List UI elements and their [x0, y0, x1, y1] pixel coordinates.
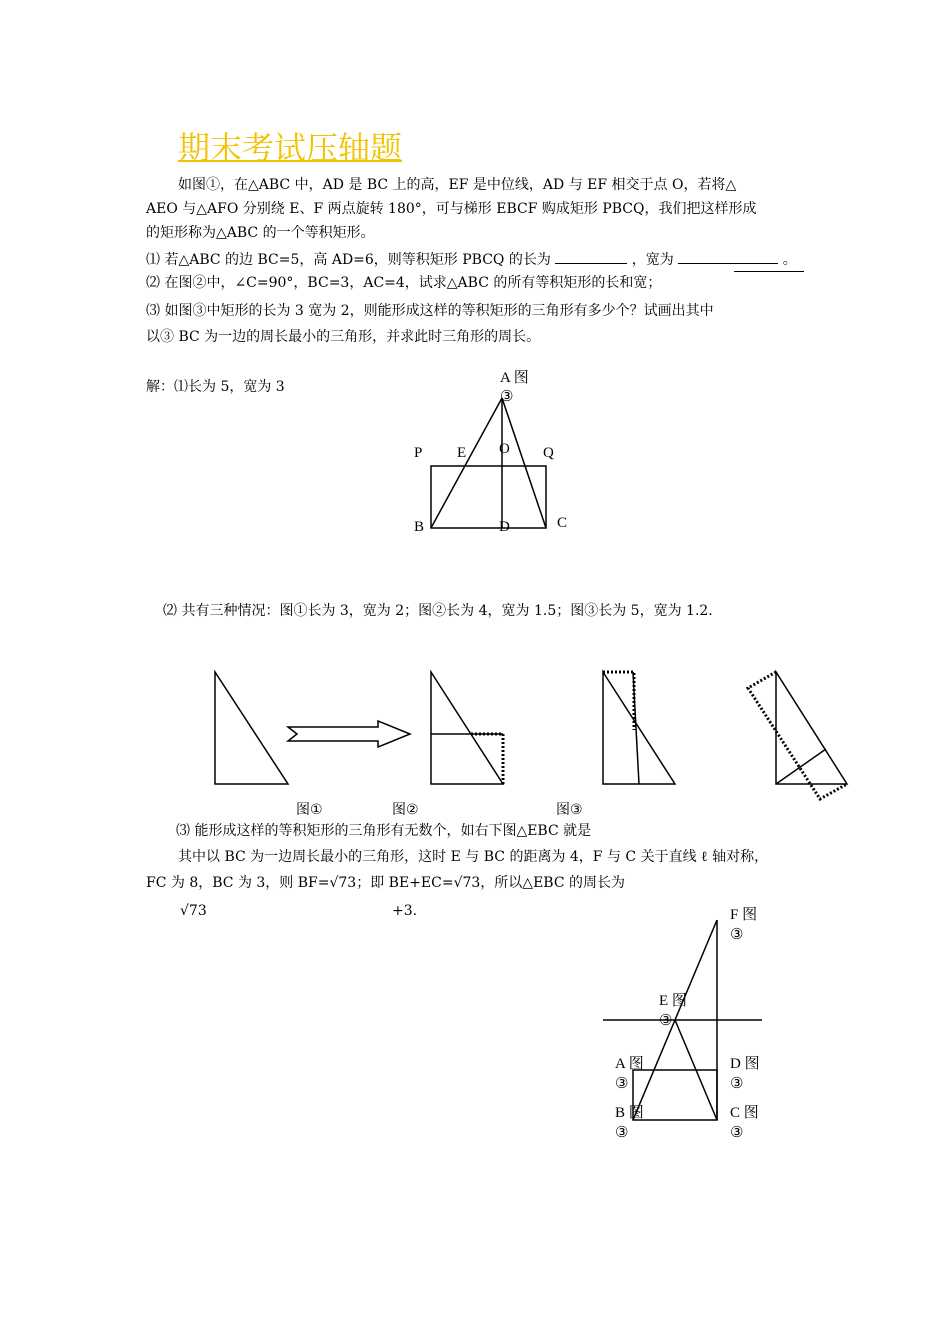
answer-3-sqrt: √73 — [180, 903, 207, 919]
question-1-prefix: ⑴ 若△ABC 的边 BC=5，高 AD=6，则等积矩形 PBCQ 的长为 — [146, 252, 551, 268]
caption-fig-3: 图③ — [556, 802, 583, 818]
label-b3: B 图 — [615, 1105, 644, 1121]
label-f: F 图 — [730, 907, 758, 923]
label-c: C — [557, 515, 568, 531]
label-e: E — [457, 445, 467, 461]
question-2: ⑵ 在图②中，∠C=90°，BC=3，AC=4，试求△ABC 的所有等积矩形的长和宽； — [146, 275, 662, 291]
caption-fig-1: 图① — [296, 802, 323, 818]
question-1-end: 。 — [782, 252, 797, 268]
intro-line-1: 如图①，在△ABC 中，AD 是 BC 上的高，EF 是中位线，AD 与 EF 相交于点 O，若将△ — [178, 177, 737, 193]
intro-line-3: 的矩形称为△ABC 的一个等积矩形。 — [146, 225, 375, 241]
question-3-line-2: 以③ BC 为一边的周长最小的三角形，并求此时三角形的周长。 — [146, 329, 541, 345]
label-f-sub: ③ — [730, 927, 744, 943]
label-a3: A 图 — [615, 1056, 644, 1072]
label-c3: C 图 — [730, 1105, 759, 1121]
question-3-line-1: ⑶ 如图③中矩形的长为 3 宽为 2，则能形成这样的等积矩形的三角形有多少个？试画出其中 — [146, 303, 714, 319]
caption-fig-2: 图② — [392, 802, 419, 818]
intro-line-2: AEO 与△AFO 分别绕 E、F 两点旋转 180°，可与梯形 EBCF 购成矩形 PBCQ，我们把这样形成 — [146, 201, 757, 217]
label-d3: D 图 — [730, 1056, 760, 1072]
label-d: D — [499, 519, 510, 535]
question-1-mid: ，宽为 — [631, 252, 674, 268]
answer-2: ⑵ 共有三种情况：图①长为 3，宽为 2；图②长为 4，宽为 1.5；图③长为 5，宽为 1.2. — [163, 603, 713, 619]
label-d3-sub: ③ — [730, 1076, 744, 1092]
answer-3-plus: +3. — [392, 903, 418, 919]
page-title: 期末考试压轴题 — [178, 129, 403, 167]
label-b: B — [414, 519, 425, 535]
rectangle-abcd — [633, 1070, 717, 1120]
label-b3-sub: ③ — [615, 1125, 629, 1141]
label-a3-sub: ③ — [615, 1076, 629, 1092]
answer-3-line-2: 其中以 BC 为一边周长最小的三角形，这时 E 与 BC 的距离为 4，F 与 C 关于直线 ℓ 轴对称， — [178, 849, 769, 865]
label-e3: E 图 — [659, 993, 687, 1009]
label-q: Q — [543, 445, 554, 461]
label-p: P — [414, 445, 423, 461]
answer-3-line-3: FC 为 8，BC 为 3，则 BF=√73；即 BE+EC=√73，所以△EBC 的周长为 — [146, 875, 626, 891]
label-a: A 图 — [500, 370, 529, 386]
label-c3-sub: ③ — [730, 1125, 744, 1141]
label-o: O — [499, 441, 510, 457]
answer-3-line-1: ⑶ 能形成这样的等积矩形的三角形有无数个，如右下图△EBC 就是 — [176, 823, 592, 839]
label-a-sub: ③ — [500, 389, 514, 405]
answer-1: 解：⑴长为 5，宽为 3 — [146, 379, 285, 395]
label-e3-sub: ③ — [659, 1013, 673, 1029]
